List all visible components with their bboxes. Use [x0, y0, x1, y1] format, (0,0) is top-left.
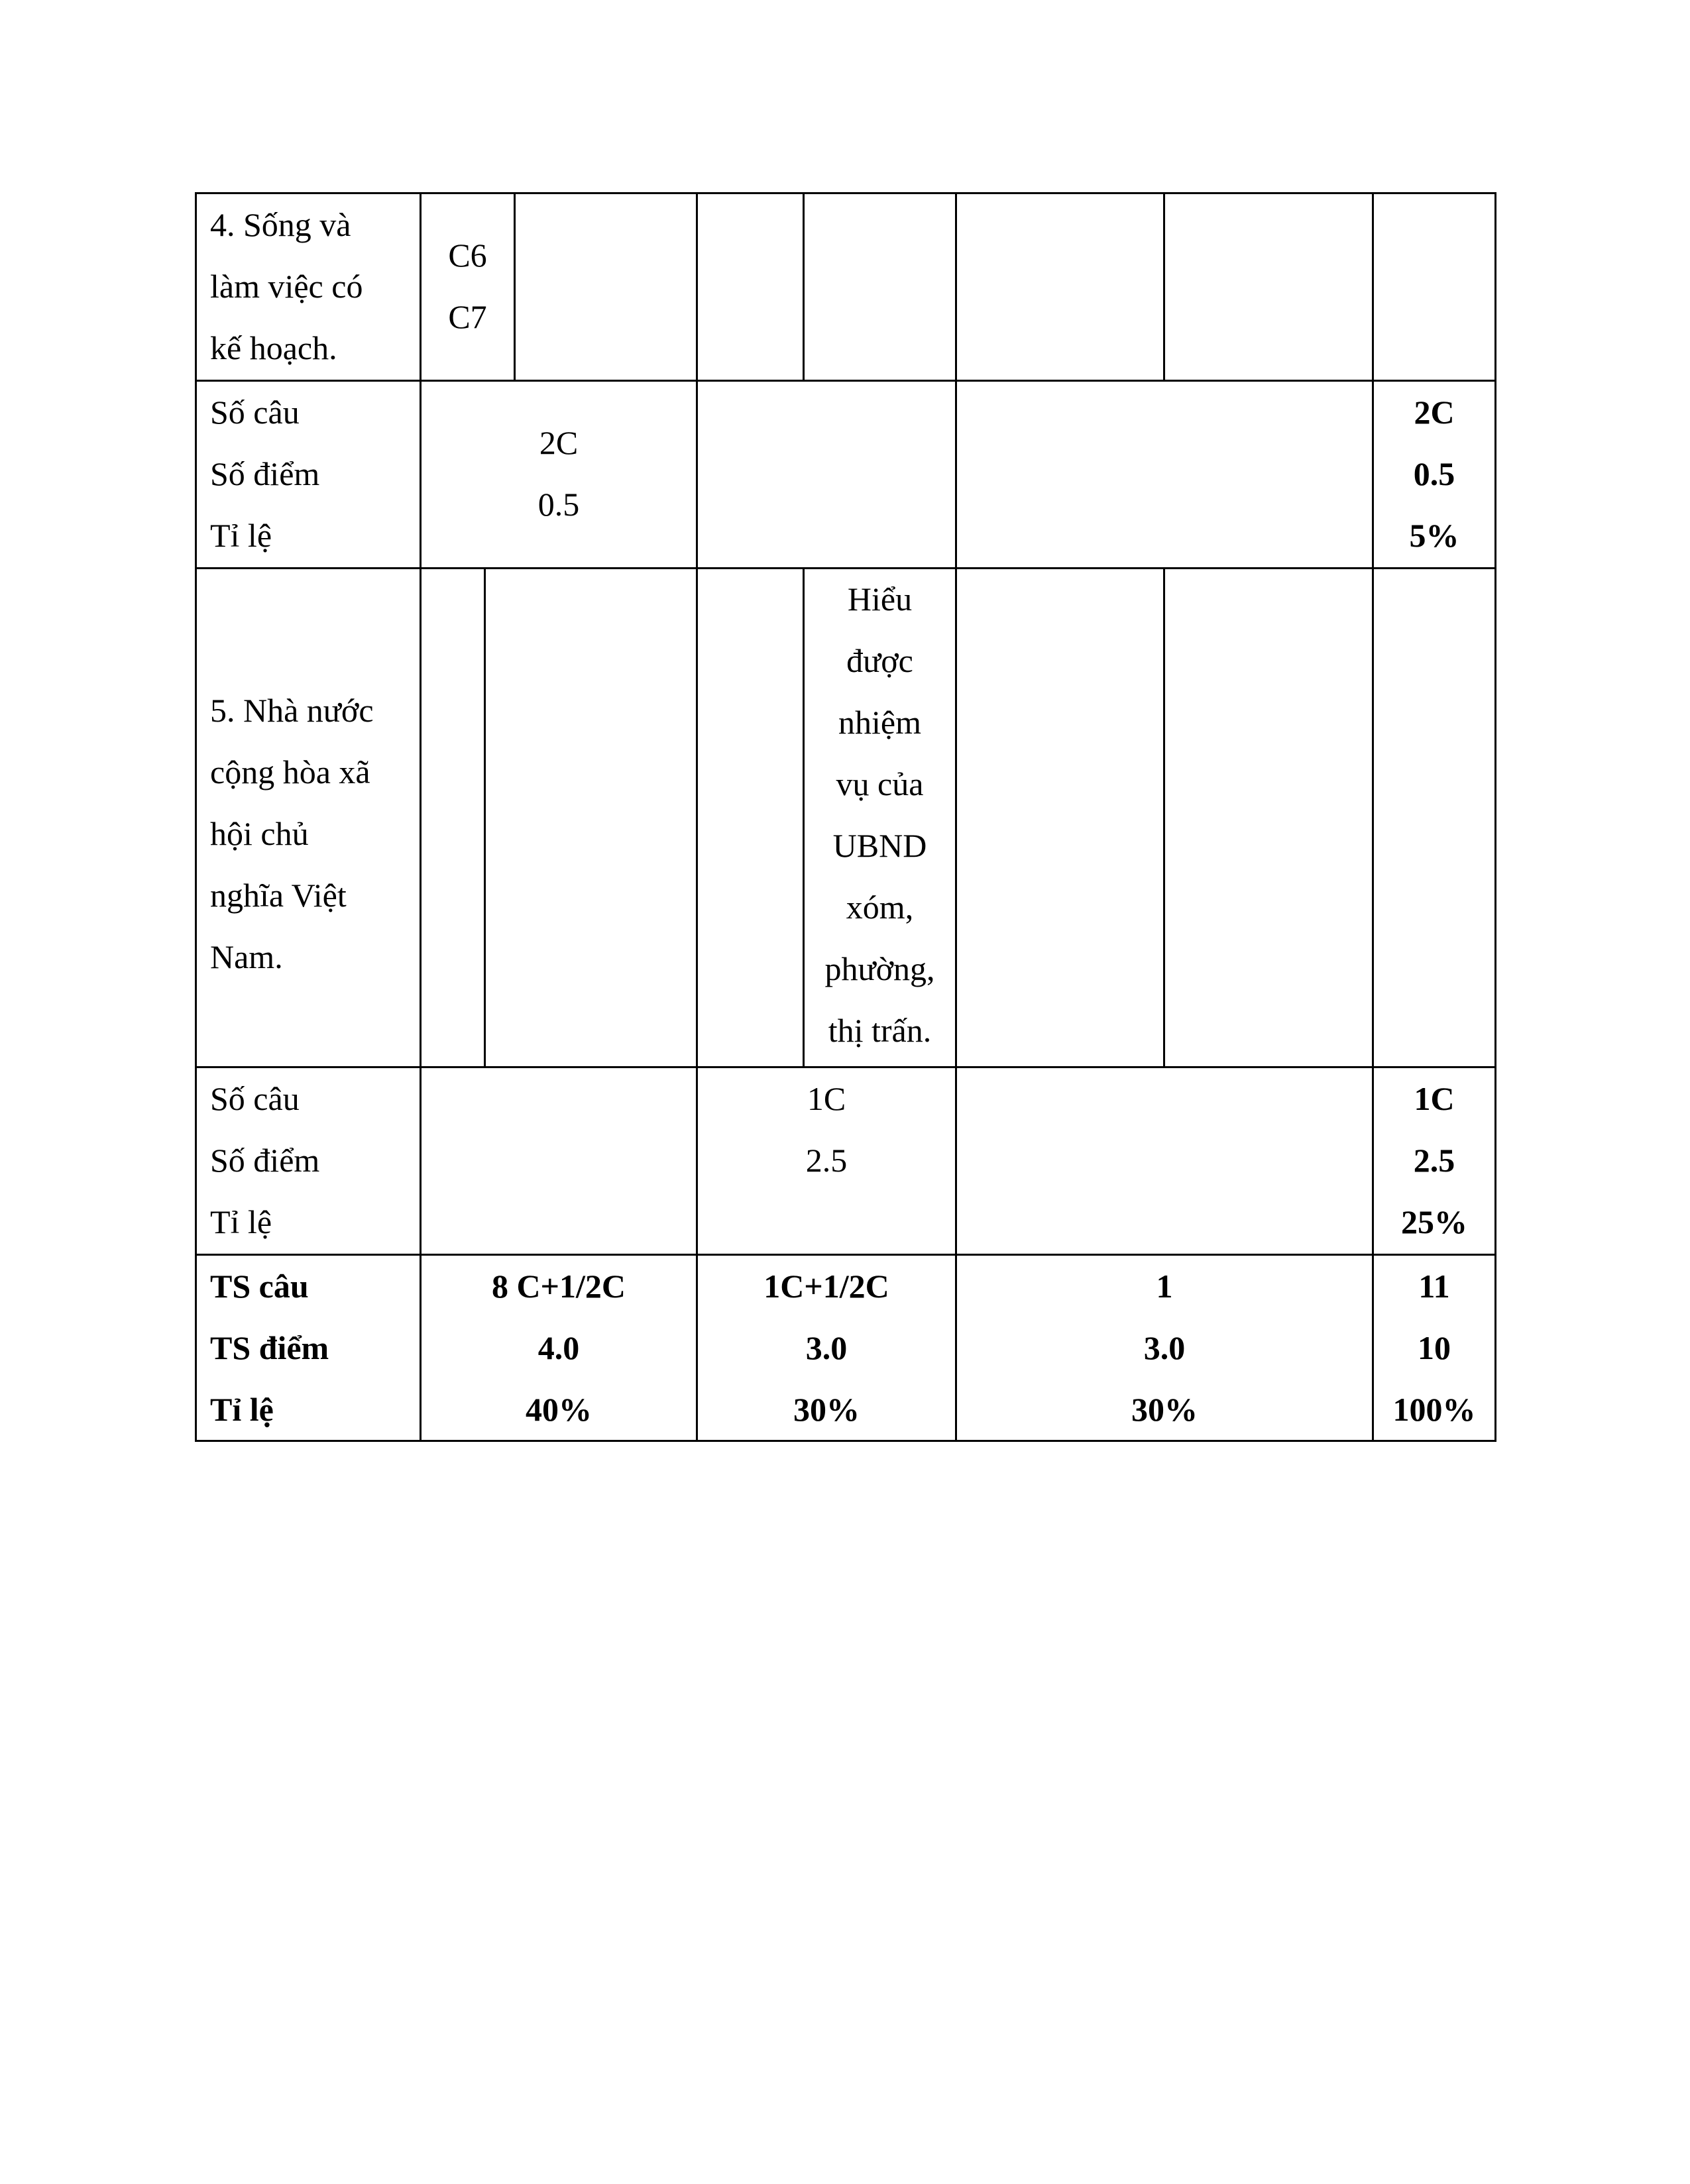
- totals-labels-cell: TS câu TS điểm Tỉ lệ: [210, 1268, 329, 1428]
- totals-recognition-cell: 8 C+1/2C 4.0 40%: [491, 1268, 626, 1428]
- totals-overall-cell: 11 10 100%: [1392, 1268, 1476, 1428]
- row-total-cell: 1C 2.5 25%: [1401, 1080, 1467, 1240]
- column-divider: [1163, 192, 1165, 381]
- totals-application-cell: 1 3.0 30%: [1131, 1268, 1198, 1428]
- totals-understanding-cell: 1C+1/2C 3.0 30%: [763, 1268, 889, 1428]
- column-divider: [696, 192, 698, 1442]
- column-divider: [514, 192, 516, 381]
- column-divider: [420, 192, 422, 1442]
- topic-4-cell: 4. Sống và làm việc có kế hoạch.: [210, 206, 363, 366]
- table-border-right: [1494, 192, 1496, 1442]
- column-divider: [803, 192, 805, 381]
- recognition-summary-cell: 2C 0.5: [537, 424, 580, 523]
- column-divider: [484, 568, 486, 1067]
- table-border-left: [195, 192, 197, 1442]
- question-codes-cell: C6 C7: [448, 237, 487, 335]
- matrix-table: [195, 192, 1496, 1442]
- column-divider: [1163, 568, 1165, 1067]
- row-labels-cell: Số câu Số điểm Tỉ lệ: [210, 394, 320, 554]
- row-total-cell: 2C 0.5 5%: [1409, 394, 1459, 554]
- understanding-summary-cell: 1C 2.5: [805, 1080, 848, 1179]
- column-divider: [955, 192, 957, 1442]
- column-divider: [1372, 192, 1374, 1442]
- topic-5-cell: 5. Nhà nước cộng hòa xã hội chủ nghĩa Việt Nam.: [210, 692, 374, 975]
- understanding-description-cell: Hiểu được nhiệm vụ của UBND xóm, phường, thị trấn.: [824, 580, 935, 1049]
- row-labels-cell: Số câu Số điểm Tỉ lệ: [210, 1080, 320, 1240]
